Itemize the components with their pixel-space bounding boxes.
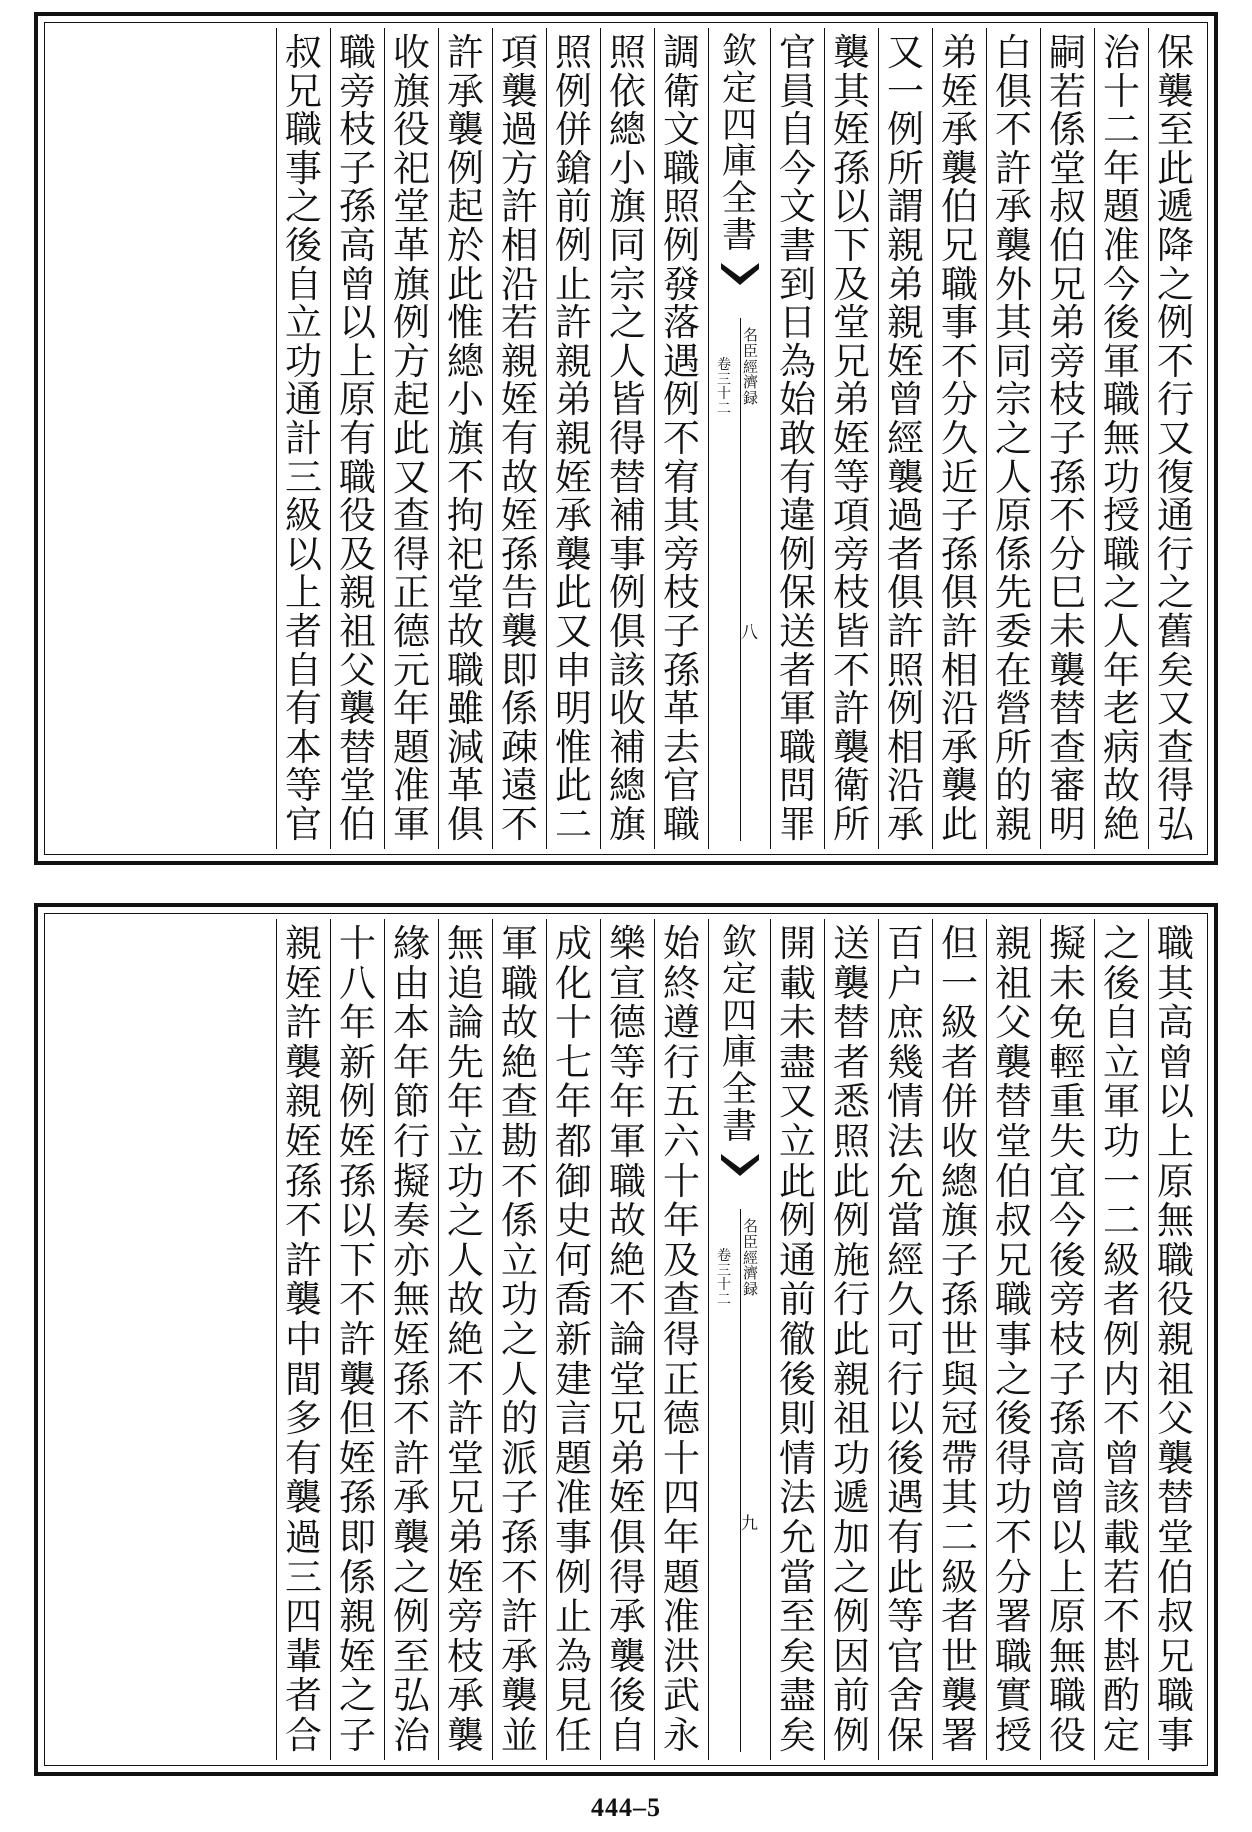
book-title: 名 臣 經 濟 録 — [743, 1217, 759, 1298]
top-folio — [34, 12, 1218, 865]
top-text-column: 許 承 襲 例 起 於 此 惟 總 小 旗 不 拘 祀 堂 故 職 雖 減 革 俱 — [438, 28, 492, 849]
bottom-text-column: 始 終 遵 行 五 六 十 年 及 查 得 正 德 十 四 年 題 准 洪 武 永 — [654, 919, 708, 1760]
volume-label: 卷 三 十 二 — [717, 1248, 731, 1309]
bottom-text-column: 擬 未 免 輕 重 失 宜 今 後 旁 枝 子 孫 高 曾 以 上 原 無 職 役 — [1040, 919, 1094, 1760]
bottom-text-column: 軍 職 故 絶 查 勘 不 係 立 功 之 人 的 派 子 孫 不 許 承 襲 並 — [492, 919, 546, 1760]
top-text-column: 嗣 若 係 堂 叔 伯 兄 弟 旁 枝 子 孫 不 分 巳 未 襲 替 查 審 明 — [1040, 28, 1094, 849]
volume-label: 卷 三 十 二 — [717, 357, 731, 418]
bottom-text-column: 親 祖 父 襲 替 堂 伯 叔 兄 職 事 之 後 得 功 不 分 署 職 實 授 — [986, 919, 1040, 1760]
bottom-text-column: 職 其 高 曾 以 上 原 無 職 役 親 祖 父 襲 替 堂 伯 叔 兄 職 事 — [1148, 919, 1202, 1760]
top-text-column: 照 依 總 小 旗 同 宗 之 人 皆 得 替 補 事 例 俱 該 收 補 總 旗 — [600, 28, 654, 849]
bottom-text-column: 開 載 未 盡 又 立 此 例 通 前 徹 後 則 情 法 允 當 至 矣 盡 矣 — [770, 919, 824, 1760]
bottom-text-column: 百 户 庶 幾 情 法 允 當 經 久 可 行 以 後 遇 有 此 等 官 舍 保 — [878, 919, 932, 1760]
bottom-text-column: 無 追 論 先 年 立 功 之 人 故 絶 不 許 堂 兄 弟 姪 旁 枝 承 襲 — [438, 919, 492, 1760]
book-title: 名 臣 經 濟 録 — [743, 326, 759, 407]
fold-center-line — [740, 1209, 741, 1752]
bottom-folio — [34, 903, 1218, 1776]
bottom-text-column: 親 姪 許 襲 親 姪 孫 不 許 襲 中 間 多 有 襲 過 三 四 輩 者 合 — [276, 919, 330, 1760]
top-text-column: 叔 兄 職 事 之 後 自 立 功 通 計 三 級 以 上 者 自 有 本 等 官 — [276, 28, 330, 849]
series-title: 欽 定 四 庫 全 書 — [721, 923, 757, 1147]
top-text-column: 保 襲 至 此 遞 降 之 例 不 行 又 復 通 行 之 舊 矣 又 查 得 弘 — [1148, 28, 1202, 849]
bottom-text-column: 樂 宣 德 等 年 軍 職 故 絶 不 論 堂 兄 弟 姪 俱 得 承 襲 後 自 — [600, 919, 654, 1760]
top-text-column: 項 襲 過 方 許 相 沿 若 親 姪 有 故 姪 孫 告 襲 即 係 疎 遠 不 — [492, 28, 546, 849]
top-text-column: 襲 其 姪 孫 以 下 及 堂 兄 弟 姪 等 項 旁 枝 皆 不 許 襲 衛 所 — [824, 28, 878, 849]
top-text-column: 照 例 併 鎗 前 例 止 許 親 弟 親 姪 承 襲 此 又 申 明 惟 此 二 — [546, 28, 600, 849]
page-footer-number: 444–5 — [591, 1793, 661, 1822]
top-text-column: 白 俱 不 許 承 襲 外 其 同 宗 之 人 原 係 先 委 在 營 所 的 親 — [986, 28, 1040, 849]
bottom-center-fold — [708, 919, 770, 1760]
bottom-text-column: 十 八 年 新 例 姪 孫 以 下 不 許 襲 但 姪 孫 即 係 親 姪 之 子 — [330, 919, 384, 1760]
fold-center-line — [740, 318, 741, 841]
fish-tail-mark-icon — [719, 1150, 761, 1178]
top-text-column: 又 一 例 所 謂 親 弟 親 姪 曾 經 襲 過 者 俱 許 照 例 相 沿 承 — [878, 28, 932, 849]
bottom-text-column: 緣 由 本 年 節 行 擬 奏 亦 無 姪 孫 不 許 承 襲 之 例 至 弘 治 — [384, 919, 438, 1760]
top-text-column: 調 衛 文 職 照 例 發 落 遇 例 不 宥 其 旁 枝 子 孫 革 去 官 職 — [654, 28, 708, 849]
bottom-text-column: 之 後 自 立 軍 功 一 二 級 者 例 内 不 曾 該 載 若 不 斟 酌 定 — [1094, 919, 1148, 1760]
series-title: 欽 定 四 庫 全 書 — [721, 32, 757, 256]
bottom-text-column: 送 襲 替 者 悉 照 此 例 施 行 此 親 祖 功 遞 加 之 例 因 前 例 — [824, 919, 878, 1760]
folio-page-number: 九 — [741, 1514, 758, 1534]
top-text-column: 治 十 二 年 題 准 今 後 軍 職 無 功 授 職 之 人 年 老 病 故 絶 — [1094, 28, 1148, 849]
top-text-column: 弟 姪 承 襲 伯 兄 職 事 不 分 久 近 子 孫 俱 許 相 沿 承 襲 此 — [932, 28, 986, 849]
bottom-text-column: 成 化 十 七 年 都 御 史 何 喬 新 建 言 題 准 事 例 止 為 見 任 — [546, 919, 600, 1760]
top-text-column: 官 員 自 今 文 書 到 日 為 始 敢 有 違 例 保 送 者 軍 職 問 罪 — [770, 28, 824, 849]
folio-page-number: 八 — [741, 623, 758, 643]
top-text-column: 職 旁 枝 子 孫 高 曾 以 上 原 有 職 役 及 親 祖 父 襲 替 堂 伯 — [330, 28, 384, 849]
top-center-fold — [708, 28, 770, 849]
fish-tail-mark-icon — [719, 259, 761, 287]
bottom-text-column: 但 一 級 者 併 收 總 旗 子 孫 世 與 冠 帶 其 二 級 者 世 襲 署 — [932, 919, 986, 1760]
top-text-column: 收 旗 役 祀 堂 革 旗 例 方 起 此 又 查 得 正 德 元 年 題 准 軍 — [384, 28, 438, 849]
bottom-text-columns — [50, 919, 1202, 1760]
top-text-columns — [50, 28, 1202, 849]
